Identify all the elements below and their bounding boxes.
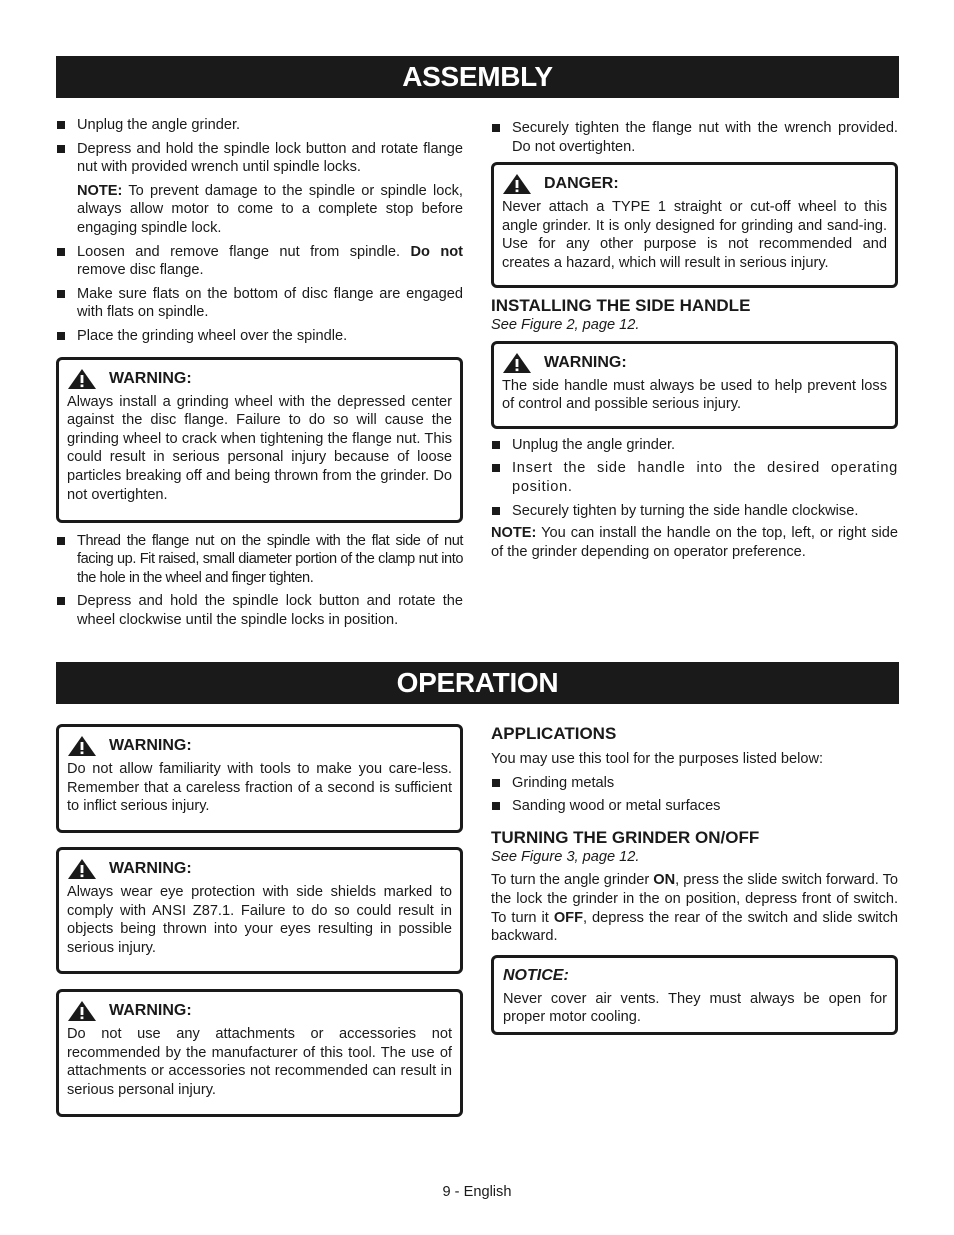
side-handle-section — [491, 296, 898, 561]
handle-position-note — [491, 524, 898, 561]
list-item: Make sure flats on the bottom of disc flange are engaged with flats on spindle. — [56, 285, 463, 322]
assembly-steps-list — [56, 116, 463, 177]
warning-text: Do not allow familiarity with tools to make you care-less. Remember that a careless fraction of a second is sufficient to inflict serious injury. — [67, 761, 452, 815]
warning-triangle-icon — [67, 1000, 97, 1022]
section-heading: INSTALLING THE SIDE HANDLE — [491, 296, 751, 316]
list-item: Securely tighten by turning the side handle clockwise. — [491, 502, 898, 521]
side-handle-steps-list — [491, 436, 898, 520]
instruction-text: , press the slide switch forward. To the lock the grinder in the on position, depress front of switch. To turn it — [491, 872, 898, 926]
list-item: Securely tighten the flange nut with the wrench provided. Do not overtighten. — [491, 119, 898, 156]
section-heading: TURNING THE GRINDER ON/OFF — [491, 827, 760, 847]
warning-triangle-icon — [67, 735, 97, 757]
applications-list — [491, 774, 898, 816]
applications-intro: You may use this tool for the purposes listed below: — [491, 751, 824, 767]
warning-label: WARNING: — [109, 737, 192, 754]
assembly-section-title: ASSEMBLY — [56, 56, 899, 98]
warning-triangle-icon — [502, 352, 532, 374]
notice-text: Never cover air vents. They must always be open for proper motor cooling. — [503, 990, 887, 1026]
assembly-steps-list — [56, 243, 463, 346]
danger-header — [502, 173, 887, 195]
warning-label: WARNING: — [109, 860, 192, 877]
notice-label: NOTICE: — [503, 966, 569, 984]
warning-triangle-icon — [502, 173, 532, 195]
danger-text: Never attach a TYPE 1 straight or cut-off wheel to this angle grinder. It is only designed for grinding and sand-ing. Use for any other purpose is not recommended and creates a hazard, which will result in serious injury. — [502, 199, 887, 271]
operation-section-title: OPERATION — [56, 662, 899, 704]
step-emphasis: Do not — [410, 243, 464, 260]
list-item — [491, 459, 898, 496]
warning-label: WARNING: — [109, 1002, 192, 1019]
instruction-text: To turn the angle grinder — [491, 872, 654, 889]
note-text: To prevent damage to the spindle or spindle lock, always allow motor to come to a complete stop before engaging spindle lock. — [77, 182, 463, 236]
danger-label: DANGER: — [544, 175, 619, 193]
wheel-install-warning-box — [56, 357, 463, 523]
off-emphasis: OFF — [553, 909, 583, 926]
side-handle-warning-box — [491, 341, 898, 429]
warning-header — [67, 368, 452, 390]
list-item: Depress and hold the spindle lock button and rotate flange nut with provided wrench until spindle locks. — [56, 140, 463, 177]
note-text: You can install the handle on the top, left, or right side of the grinder depending on operator preference. — [491, 525, 898, 560]
list-item — [56, 243, 463, 280]
section-heading: APPLICATIONS — [491, 724, 617, 743]
list-item: Unplug the angle grinder. — [491, 436, 898, 455]
warning-header — [502, 352, 887, 374]
figure-reference: See Figure 2, page 12. — [491, 317, 640, 334]
warning-text: Always install a grinding wheel with the depressed center against the disc flange. Failure to do so will cause the grinding wheel to crack when tightening the flange nut. This could result in serious personal injury because of loose particles breaking off and being thrown from the grinder. Do not overtighten. — [67, 393, 452, 503]
warning-text: Do not use any attachments or accessories not recommended by the manufacturer of this tool. The use of attachments or accessories not recommended can result in serious personal injury. — [67, 1026, 452, 1098]
on-off-section — [491, 828, 898, 946]
list-item: Sanding wood or metal surfaces — [491, 797, 898, 816]
warning-triangle-icon — [67, 368, 97, 390]
step-text-tail: remove disc flange. — [77, 262, 204, 279]
familiarity-warning-box — [56, 724, 463, 833]
operation-right-column — [491, 724, 898, 1035]
operation-left-column — [56, 724, 463, 1117]
list-item: Place the grinding wheel over the spindle. — [56, 327, 463, 346]
spindle-lock-note — [77, 182, 463, 238]
note-label: NOTE: — [491, 525, 537, 542]
applications-section — [491, 724, 898, 816]
step-text: Thread the flange nut on the spindle with the flat side of nut facing up. Fit raised, small diameter portion of the clamp nut into the hole in the wheel and finger tighten. — [77, 532, 463, 586]
assembly-left-column — [56, 116, 463, 635]
assembly-steps-list — [56, 532, 463, 630]
on-emphasis: ON — [653, 872, 676, 889]
page-number: 9 - English — [442, 1184, 512, 1200]
note-label: NOTE: — [77, 182, 123, 199]
warning-label: WARNING: — [544, 353, 627, 371]
warning-text: Always wear eye protection with side shields marked to comply with ANSI Z87.1. Failure to do so could result in objects being thrown into your eyes resulting in possible serious injury. — [67, 884, 452, 956]
attachments-warning-box — [56, 989, 463, 1117]
notice-box — [491, 955, 898, 1035]
on-off-instructions — [491, 871, 898, 945]
list-item: Unplug the angle grinder. — [56, 116, 463, 135]
assembly-steps-list — [491, 119, 898, 156]
eye-protection-warning-box — [56, 847, 463, 974]
warning-header — [67, 858, 452, 880]
warning-label: WARNING: — [109, 369, 192, 387]
warning-header — [67, 735, 452, 757]
warning-triangle-icon — [67, 858, 97, 880]
warning-text: The side handle must always be used to help prevent loss of control and possible serious injury. — [502, 377, 887, 413]
danger-box — [491, 162, 898, 288]
list-item: Depress and hold the spindle lock button and rotate the wheel clockwise until the spindle locks in position. — [56, 592, 463, 629]
list-item — [56, 532, 463, 588]
list-item: Grinding metals — [491, 774, 898, 793]
figure-reference: See Figure 3, page 12. — [491, 848, 640, 865]
step-text: Loosen and remove flange nut from spindle. — [77, 243, 411, 260]
instruction-text: , depress the rear of the switch and slide switch backward. — [491, 909, 898, 945]
assembly-right-column — [491, 119, 898, 566]
step-text: Insert the side handle into the desired operating position. — [512, 460, 898, 495]
warning-header — [67, 1000, 452, 1022]
